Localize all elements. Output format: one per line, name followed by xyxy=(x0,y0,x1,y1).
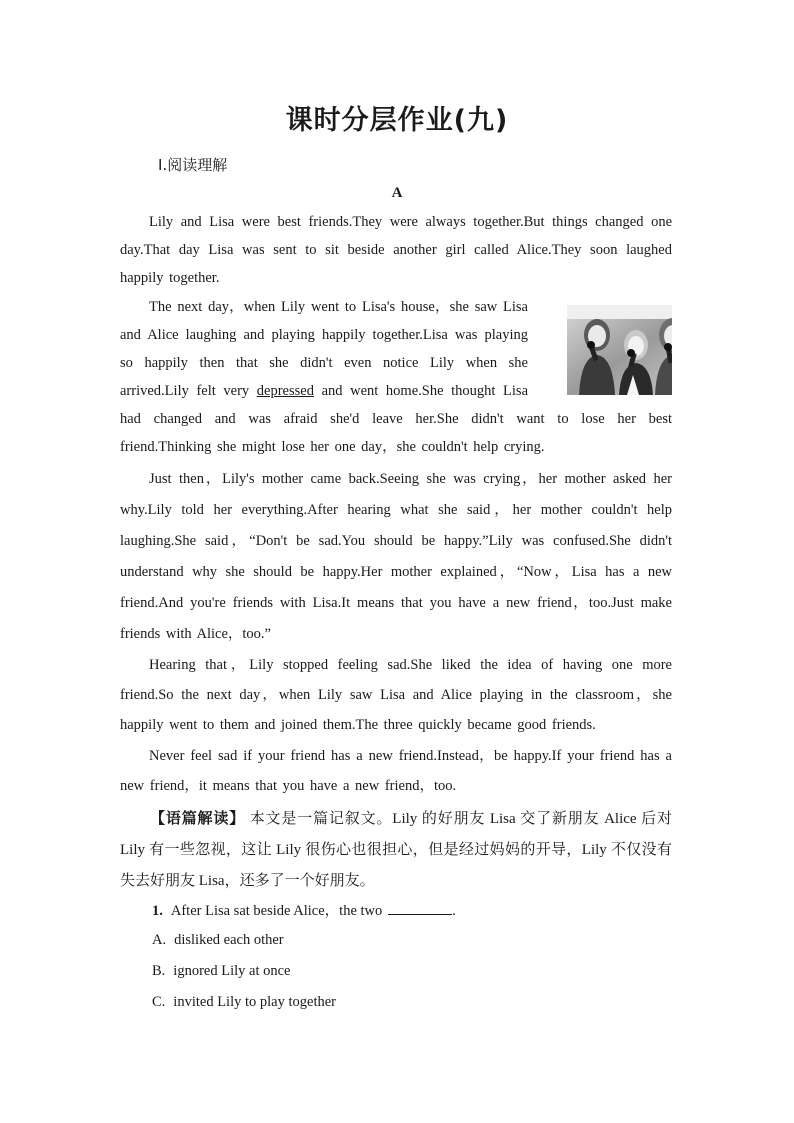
paragraph-1: Lily and Lisa were best friends.They were always together.But things changed one day.That day Lisa was sent to sit beside another girl called Alice.They soon laughed happily together. xyxy=(120,214,672,286)
paragraph-4: Hearing that，Lily stopped feeling sad.She liked the idea of having one more friend.So the next day，when Lily saw Lisa and Alice playing in the classroom，she happily went to them and joined them.The three quickly became good friends. xyxy=(120,657,672,733)
question-number: 1. xyxy=(152,903,163,919)
analysis-label: 【语篇解读】 xyxy=(150,809,246,827)
question-stem: After Lisa sat beside Alice，the two xyxy=(170,903,383,919)
passage-label: A xyxy=(391,185,403,201)
paragraph-2-text-b: and went home.She thought Lisa had changed and was afraid she'd leave her.She didn't want to lose her best friend.Thinking she might lose her one day，she couldn't help crying. xyxy=(120,383,672,455)
underlined-word: depressed xyxy=(256,383,314,399)
option-b[interactable] xyxy=(152,963,290,980)
option-c[interactable] xyxy=(152,994,336,1011)
option-a[interactable] xyxy=(152,932,284,949)
paragraph-2-text-a: The next day，when Lily went to Lisa's house，she saw Lisa and Alice laughing and playing happily together.Lisa was playing so happily then that she didn't even notice Lily when she arrived.Lily felt very xyxy=(120,299,528,399)
analysis-text: 本文是一篇记叙文。Lily 的好朋友 Lisa 交了新朋友 Alice 后对 Lily 有一些忽视，这让 Lily 很伤心也很担心，但是经过妈妈的开导，Lily 不仅没有失去好朋友 Lisa，还多了一个好朋友。 xyxy=(120,811,673,889)
option-letter: B. xyxy=(152,963,166,979)
paragraph-3: Just then，Lily's mother came back.Seeing she was crying，her mother asked her why.Lily told her everything.After hearing what she said，her mother couldn't help laughing.She said，“Don't be sad.You should be happy.”Lily was confused.She didn't understand why she should be happy.Her mother explained，“Now，Lisa has a new friend.And you're friends with Lisa.It means that you have a new friend，too.Just make friends with Alice，too.” xyxy=(120,471,672,642)
section-heading: Ⅰ.阅读理解 xyxy=(158,156,228,174)
paragraph-2 xyxy=(120,293,672,461)
question-end: . xyxy=(452,903,456,919)
option-text: invited Lily to play together xyxy=(173,994,336,1010)
option-text: disliked each other xyxy=(174,932,284,948)
three-girls-singing-photo xyxy=(538,305,672,395)
answer-blank[interactable] xyxy=(388,900,452,915)
option-letter: C. xyxy=(152,994,166,1010)
option-text: ignored Lily at once xyxy=(173,963,291,979)
paragraph-5: Never feel sad if your friend has a new friend.Instead，be happy.If your friend has a new friend，it means that you have a new friend，too. xyxy=(120,748,672,794)
page-title: 课时分层作业(九) xyxy=(285,105,509,136)
option-letter: A. xyxy=(152,932,167,948)
passage-analysis xyxy=(120,803,672,897)
question-1 xyxy=(152,900,456,922)
